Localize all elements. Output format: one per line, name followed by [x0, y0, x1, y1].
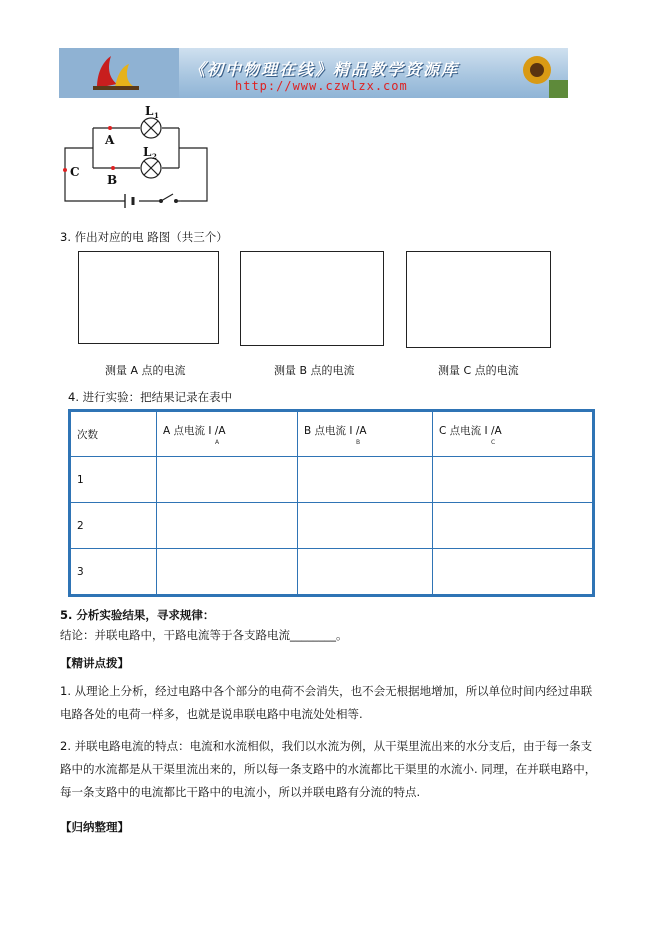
- caption-c: 测量 C 点的电流: [438, 364, 519, 377]
- paragraph-line: 电路各处的电荷一样多，也就是说串联电路中电流处处相等.: [60, 707, 363, 721]
- table-row: [70, 549, 594, 596]
- label-l2-sub: 2: [152, 152, 157, 161]
- paragraph-series: [60, 680, 605, 726]
- header-current-a: A 点电流 I /A A: [157, 411, 298, 457]
- point-c-marker: [63, 168, 67, 172]
- table-cell[interactable]: [433, 503, 594, 549]
- row-number: 1: [70, 457, 157, 503]
- section-heading-summary: 【归纳整理】: [60, 820, 129, 834]
- parallel-circuit-diagram: [55, 104, 220, 214]
- label-c: C: [70, 165, 80, 179]
- table-row: [70, 503, 594, 549]
- table-cell[interactable]: [433, 457, 594, 503]
- banner-title: 《初中物理在线》精品教学资源库: [189, 60, 460, 79]
- header-current-b: B 点电流 I /A B: [298, 411, 433, 457]
- label-l2: L: [143, 145, 152, 159]
- point-b-marker: [111, 166, 115, 170]
- paragraph-line: 路中的水流都是从干渠里流出来的，所以每一条支路中的水流都比干渠里的水流小. 同理，在并联电路中，: [60, 762, 597, 776]
- label-l1-sub: 1: [154, 111, 159, 120]
- label-b: B: [107, 173, 118, 187]
- step4-heading: 4. 进行实验：把结果记录在表中: [68, 390, 233, 404]
- table-cell[interactable]: [157, 503, 298, 549]
- table-cell[interactable]: [298, 457, 433, 503]
- row-number: 2: [70, 503, 157, 549]
- header-current-c: C 点电流 I /A C: [433, 411, 594, 457]
- table-cell[interactable]: [157, 549, 298, 596]
- paragraph-line: 每一条支路中的电流都比干路中的电流小，所以并联电路有分流的特点.: [60, 785, 421, 799]
- label-a: A: [105, 133, 115, 147]
- step5-heading: 5. 分析实验结果，寻求规律：: [60, 608, 215, 622]
- table-cell[interactable]: [433, 549, 594, 596]
- conclusion-text: 结论：并联电路中，干路电流等于各支路电流________。: [60, 628, 348, 642]
- table-cell[interactable]: [157, 457, 298, 503]
- paragraph-parallel: [60, 735, 605, 804]
- label-l1: L: [145, 104, 154, 118]
- banner-url: http://www.czwlzx.com: [235, 79, 408, 93]
- row-number: 3: [70, 549, 157, 596]
- table-row: [70, 457, 594, 503]
- table-cell[interactable]: [298, 549, 433, 596]
- diagram-box-a: [78, 251, 219, 344]
- caption-b: 测量 B 点的电流: [274, 364, 355, 377]
- diagram-box-b: [240, 251, 384, 346]
- diagram-box-c: [406, 251, 551, 348]
- paragraph-line: 2. 并联电路电流的特点：电流和水流相似，我们以水流为例，从干渠里流出来的水分支后，由于每一条支: [60, 739, 593, 753]
- caption-a: 测量 A 点的电流: [105, 364, 186, 377]
- header-count: 次数: [70, 411, 157, 457]
- results-table: [68, 409, 595, 597]
- step3-heading: 3. 作出对应的电 路图（共三个）: [60, 230, 228, 244]
- table-cell[interactable]: [298, 503, 433, 549]
- header-banner: [59, 48, 568, 98]
- point-a-marker: [108, 126, 112, 130]
- table-header-row: [70, 411, 594, 457]
- section-heading-key-points: 【精讲点拨】: [60, 656, 129, 670]
- paragraph-line: 1. 从理论上分析，经过电路中各个部分的电荷不会消失，也不会无根据地增加，所以单位时间内经过串联: [60, 684, 593, 698]
